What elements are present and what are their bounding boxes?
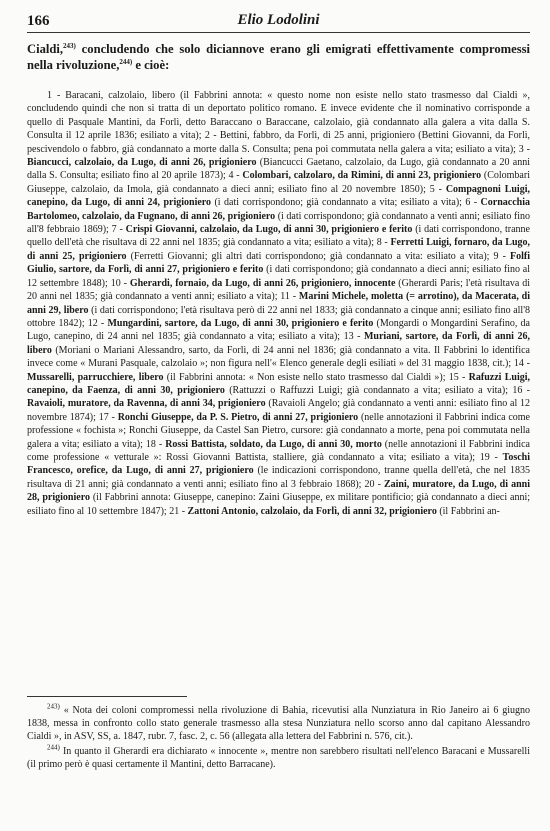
entry-text: (Colombari Giuseppe, calzolaio, da Imola, già condannato a dieci anni; esiliato fino al 20 novembre 1850); 5 - (27, 170, 530, 195)
emigrant-list (27, 89, 530, 518)
intro-paragraph (27, 42, 530, 73)
footnote-ref-244: 244) (119, 57, 133, 66)
entry-text: (Rattuzzi o Raffuzzi Luigi; già condannato a vita; esiliato a vita); 16 - (224, 384, 530, 396)
entry-text: (Gherardi Paris; l'età risultava di 20 anni nel 1835; già condannato a venti anni; esiliato a vita); 11 - (27, 277, 530, 303)
footnote-text-244: In quanto il Gherardi era dichiarato « innocente », mentre non sarebbero risultati nell'elenco Baracani e Mussarelli (il primo però è quasi certamente il Mantini, detto Barracane). (27, 746, 530, 770)
footnote-244 (27, 745, 530, 771)
footnote-divider (27, 696, 187, 697)
entry-text: (nelle annotazioni il Fabbrini indica come professione « vetturale »: Rossi Giovanni Battista, stalliere, già condannato a vita; esiliato a vita); 19 - (27, 438, 531, 463)
entry-name: Muriani, sartore, da Forlì, di anni 26, libero (27, 331, 530, 356)
entry-name: Rafuzzi Luigi, canepino, da Faenza, di anni 30, prigioniero (27, 371, 530, 396)
entry-text: (nelle annotazioni il Fabbrini indica come professione « fochista »; Ronchi Giuseppe, da Castel San Pietro, cursore: già condannato a morte, pena poi commutata nella galera a vita; esiliato a vita); 18 - (27, 411, 530, 450)
entry-name: Cornacchia Bartolomeo, calzolaio, da Fugnano, di anni 26, prigioniero (27, 197, 530, 222)
footnote-mark-243: 243) (47, 702, 60, 711)
entry-name: Mussarelli, parrucchiere, libero (27, 371, 164, 383)
emigrant-list-paragraph (27, 89, 530, 518)
intro-text-middle: concludendo che solo diciannove erano gli emigrati effettivamente compromessi nella rivoluzione, (27, 42, 530, 72)
entry-name: Ferretti Luigi, fornaro, da Lugo, di anni 25, prigioniero (27, 237, 531, 262)
entry-text: (Mongardi o Mongardini Serafino, da Lugo, canepino, di 24 anni nel 1835; già condannato a vita; esiliato a vita); 13 - (27, 317, 530, 343)
intro-text-start: Cialdi, (27, 42, 64, 56)
entry-name: Rossi Battista, soldato, da Lugo, di anni 30, morto (165, 438, 382, 450)
entry-text: (i dati corrispondono; l'età risultava però di 22 anni nel 1833; già condannato a cinque anni; esiliato fino all'8 ottobre 1842); 12 - (27, 304, 531, 329)
entry-name: Crispi Giovanni, calzolaio, da Lugo, di anni 30, prigioniero e ferito (125, 224, 413, 236)
entry-name: Zaini, muratore, da Lugo, di anni 28, prigioniero (27, 478, 530, 504)
entry-name: Compagnoni Luigi, canepino, da Lugo, di anni 24, prigioniero (27, 183, 530, 209)
entry-text: (il Fabbrini annota: « Non esiste nello stato trasmesso dal Cialdi »); 15 - (163, 371, 469, 383)
page-number: 166 (27, 13, 50, 29)
entry-text: (il Fabbrini annota: Giuseppe, canepino: Zaini Giuseppe, ex militare pontificio; già condannato a dieci anni; esiliato fino al 10 settembre 1847); 21 - (27, 492, 530, 517)
entry-name: Biancucci, calzolaio, da Lugo, di anni 26, prigioniero (27, 157, 257, 169)
entry-text: (Biancucci Gaetano, calzolaio, da Lugo, già condannato a 20 anni dalla S. Consulta; esiliato fino al 20 aprile 1873); 4 - (27, 157, 530, 182)
entry-name: Zattoni Antonio, calzolaio, da Forlì, di anni 32, prigioniero (187, 505, 437, 517)
entry-text: 1 - Baracani, calzolaio, libero (il Fabbrini annota: « questo nome non esiste nello stato trasmesso dal Cialdi », concludendo quindi che non si tratta di un deportato politico romano. E invece evidente che il nominativo corrisponde a quello di Pasquale Mantini, da Forlì, detto Baraccano o Baraccane, calzolaio, già condannato alla galera a vita dalla S. Consulta il 12 aprile 1836; esiliato a vita); 2 - Bettini, fabbro, da Forlì, di 25 anni, prigioniero (Bettini Giovanni, da Forlì, pescivendolo o fabbro, già condannato a morte dalla S. Consulta; pena poi commutata nella galera a vita; esiliato a vita); 3 - (27, 90, 530, 155)
entry-text: (Ferretti Giovanni; gli altri dati corrispondono; già condannato a vita: esiliato a vita); 9 - (126, 250, 510, 262)
footnote-ref-243: 243) (63, 41, 76, 50)
entry-text: (i dati corrispondono; già condannato a venti anni; esiliato fino all'8 febbraio 1869); 7 - (27, 210, 530, 236)
entry-text: (il Fabbrini an- (436, 505, 500, 517)
running-head-author: Elio Lodolini (237, 12, 320, 28)
entry-text: (Ravaioli Angelo; già condannato a venti anni: esiliato fino al 12 novembre 1874); 17 - (27, 398, 531, 423)
footnotes (27, 704, 530, 773)
footnote-243 (27, 704, 530, 743)
entry-name: Ronchi Giuseppe, da P. S. Pietro, di anni 27, prigioniero (117, 411, 359, 423)
footnote-mark-244: 244) (47, 743, 60, 752)
entry-name: Mungardini, sartore, da Lugo, di anni 30, prigioniero e ferito (107, 317, 374, 329)
entry-name: Colombari, calzolaro, da Rimini, di anni 23, prigioniero (242, 170, 482, 182)
entry-name: Folfi Giulio, sartore, da Forlì, di anni 27, prigioniero e ferito (27, 250, 530, 276)
footnote-text-243: « Nota dei coloni compromessi nella rivoluzione di Bahia, ricevutisi alla Nunziatura in Rio Janeiro ai 6 giugno 1838, messa in confronto collo stato generale trasmesso alla stesa Nunziatura nello scorso anno dal capitano Alessandro Cialdi », in ASV, SS, a. 1847, rubr. 7, fasc. 2, c. 56 (allegata alla lettera del Fabbrini n. 576, cit.). (27, 705, 530, 742)
entry-name: Gherardi, fornaio, da Lugo, di anni 26, prigioniero, innocente (129, 277, 396, 289)
entry-text: (i dati corrispondono, tranne quello dell'età che risultava di 22 anni nel 1835; già condannato a vita; esiliato a vita); 8 - (27, 224, 530, 249)
entry-text: (i dati corrispondono; già condannato a dieci anni; esiliato fino al 12 settembre 1848); 10 - (27, 264, 530, 289)
entry-name: Marini Michele, moletta (= arrotino), da Macerata, di anni 29, libero (27, 291, 530, 316)
entry-text: (i dati corrispondono; già condannato a vita; esiliato a vita); 6 - (211, 197, 481, 209)
page-header (27, 10, 530, 33)
entry-name: Toschi Francesco, orefice, da Lugo, di anni 27, prigioniero (27, 451, 530, 477)
entry-text: (Moriani o Mariani Alessandro, sarto, da Forlì, di 24 anni nel 1836; già condannato a vita. Il Fabbrini lo identifica invece come « Murani Pasquale, calzolaio »; non figura nell'« Elenco generale degli esiliati » del 31 maggio 1838, cit.); 14 - (27, 344, 530, 370)
entry-name: Ravaioli, muratore, da Ravenna, di anni 34, prigioniero (27, 398, 266, 410)
intro-text-end: e cioè: (132, 57, 170, 72)
entry-text: (le indicazioni corrispondono, tranne quella dell'età, che nel 1835 risultava di 21 anni; già condannato a venti anni; esiliato fino al 3 febbraio 1868); 20 - (27, 465, 530, 490)
